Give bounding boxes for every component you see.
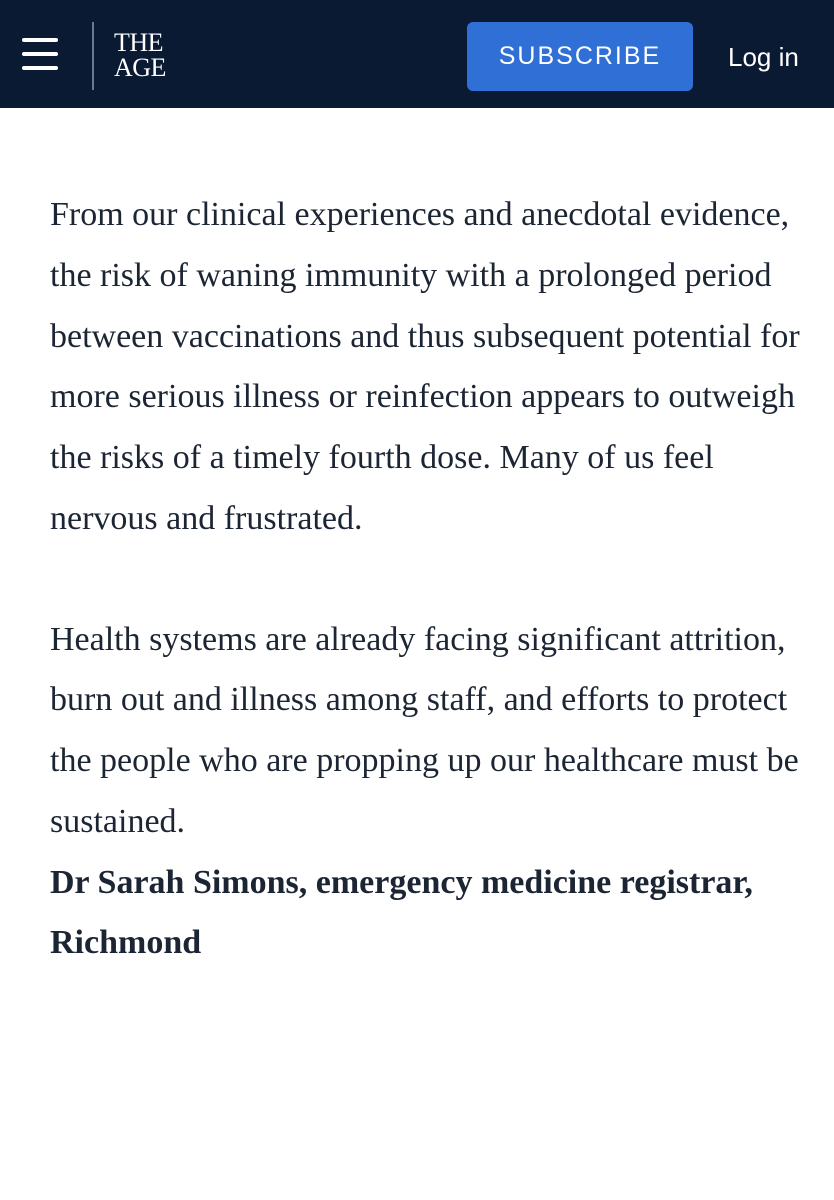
letter-author: Dr Sarah Simons, emergency medicine registrar, Richmond <box>50 863 753 962</box>
logo-line-1: THE <box>114 28 164 57</box>
menu-icon-line <box>22 52 58 56</box>
logo-line-2: AGE <box>114 53 166 82</box>
menu-icon-line <box>22 66 58 70</box>
menu-icon[interactable] <box>22 38 58 74</box>
article-paragraph-2: Health systems are already facing significant attrition, burn out and illness among staff, and efforts to protect the people who are propping up our healthcare must be sustained. <box>50 620 799 840</box>
login-link[interactable]: Log in <box>728 42 799 72</box>
menu-icon-line <box>22 38 58 42</box>
the-age-logo[interactable] <box>114 30 186 80</box>
article-content <box>50 185 820 974</box>
header-divider <box>92 22 94 90</box>
top-navigation-bar <box>0 0 834 108</box>
subscribe-button[interactable]: SUBSCRIBE <box>467 22 693 91</box>
article-paragraph-1: From our clinical experiences and anecdotal evidence, the risk of waning immunity with a prolonged period between vaccinations and thus subsequent potential for more serious illness or reinfection appears to outweigh the risks of a timely fourth dose. Many of us feel nervous and frustrated. <box>50 196 800 537</box>
